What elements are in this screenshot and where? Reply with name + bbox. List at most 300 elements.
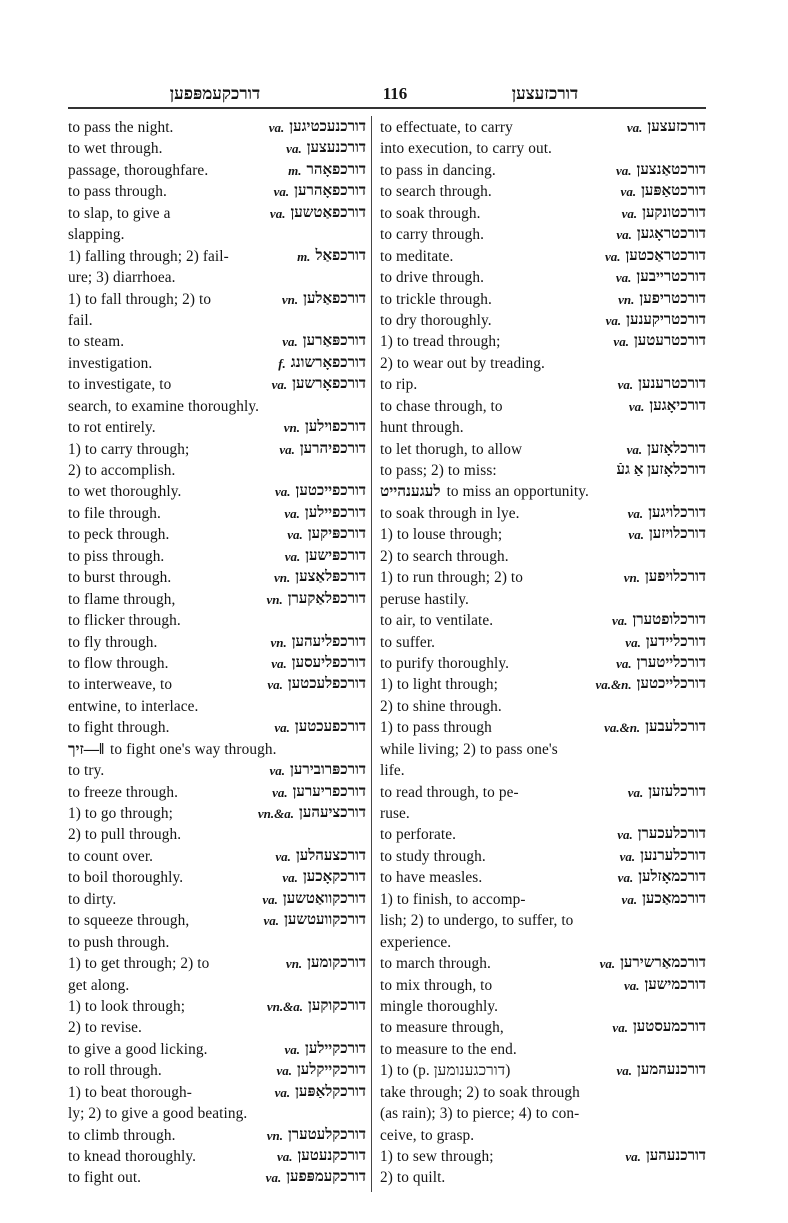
entry-left [68,567,171,588]
entry-headword-group [282,289,366,310]
entry-left [68,289,211,310]
entry-left [380,417,464,438]
entry-line [68,246,366,267]
entry-left [380,846,486,867]
entry-headword-group [267,996,366,1017]
entry-headword-group [620,846,706,867]
entry-left [68,653,169,674]
entry-left [380,481,589,502]
entry-line [68,1060,366,1081]
part-of-speech: f. [278,355,286,371]
part-of-speech: vn. [283,420,300,436]
part-of-speech: va. [274,1084,291,1100]
entry-line [380,653,706,674]
part-of-speech: va. [268,120,285,135]
english-definition: 2) to shine through. [380,697,502,715]
yiddish-headword: דורכפאָהר [306,161,366,178]
part-of-speech: va. [276,1149,293,1164]
entry-left [380,610,493,631]
english-definition: to flame through, [68,590,176,608]
english-definition: to freeze through. [68,783,179,801]
part-of-speech: va. [628,527,644,543]
part-of-speech: va. [628,398,645,414]
yiddish-headword: דורכקומען [307,955,366,972]
english-definition: to wet through. [68,140,163,158]
entry-line [380,889,706,910]
entry-headword-group [616,160,706,181]
part-of-speech: m. [297,248,311,264]
part-of-speech: va. [271,377,288,393]
english-definition: to have measles. [380,869,483,887]
yiddish-headword: דורכציעהען [299,805,366,821]
yiddish-headword: דורכפיהרען [299,440,366,457]
part-of-speech: va. [617,377,634,393]
yiddish-headword: דורכקוקען [308,997,366,1014]
entry-line [380,417,706,438]
entry-left [68,138,163,159]
entry-headword-group [616,224,706,245]
entry-headword-group [275,481,366,502]
part-of-speech: vn. [266,1127,283,1143]
entry-line [380,138,706,159]
entry-headword-group [267,674,366,695]
entry-left [68,589,175,610]
entry-line [380,1082,706,1103]
entry-left [68,1146,196,1167]
entry-left [68,160,208,181]
entry-left [380,739,558,760]
entry-left [68,846,153,867]
english-definition: fail. [68,311,93,329]
entry-headword-group [277,1146,366,1167]
entry-line [380,610,706,631]
entry-left [68,717,170,738]
entry-left [68,632,157,653]
entry-line [68,760,366,781]
entry-left [380,331,501,352]
part-of-speech: va. [284,1041,301,1057]
entry-headword-group [275,1082,366,1103]
yiddish-headword: דורכפוילען [304,419,366,436]
entry-left [380,953,491,974]
entry-line [380,824,706,845]
yiddish-headword: דורכפּרובירען [290,762,366,779]
english-definition: ly; 2) to give a good beating. [68,1105,248,1123]
entry-line [68,803,366,824]
entry-line [68,674,366,695]
entry-left [380,374,417,395]
yiddish-headword: דורכטאַנצען [636,161,706,178]
entry-headword-group [278,353,366,374]
entry-line [380,289,706,310]
english-definition: to miss an opportunity. [446,483,589,501]
english-definition: 1) falling through; 2) fail- [68,247,229,265]
yiddish-headword: דורכפּאַרען [302,333,366,350]
entry-headword-group [286,953,366,974]
entry-left [68,417,156,438]
yiddish-headword: דורכמאָזלען [638,869,706,886]
entry-left [68,481,181,502]
part-of-speech: m. [288,162,302,178]
part-of-speech: va. [265,1170,282,1186]
entry-left [380,1060,510,1081]
english-definition: to knead thoroughly. [68,1148,197,1165]
entry-left [380,717,492,738]
entry-headword-group [622,203,706,224]
english-definition: to study through. [380,847,486,865]
part-of-speech: vn. [281,291,299,307]
entry-headword-group [628,524,706,545]
yiddish-headword: דורכלויגען [648,504,706,521]
entry-headword-group [617,824,706,845]
part-of-speech: va. [620,184,637,200]
yiddish-headword: דורכטרעטען [633,333,706,350]
entry-line [380,310,706,331]
entry-left [380,889,526,910]
entry-left [68,546,164,567]
english-definition: to climb through. [68,1126,176,1144]
entry-left [68,1082,192,1103]
entry-left [380,310,492,331]
entry-left [68,1167,141,1188]
part-of-speech: va. [617,827,633,843]
yiddish-headword: דורכקלעטערן [287,1126,366,1143]
part-of-speech: va. [626,120,643,135]
entry-headword-group [270,760,367,781]
part-of-speech: vn. [270,634,287,650]
english-definition: 2) to search through. [380,547,509,565]
english-definition: to give a good licking. [68,1040,208,1058]
english-definition: lish; 2) to undergo, to suffer, to [380,912,574,930]
entry-line [68,1039,366,1060]
entry-line [68,353,366,374]
entry-line [68,138,366,159]
part-of-speech: va. [286,141,302,157]
column-divider [371,116,372,1192]
part-of-speech: va. [274,484,291,500]
entry-headword-group [625,1146,706,1167]
english-definition: to chase through, to [380,397,503,415]
yiddish-headword: דורכנעהען [645,1148,706,1164]
yiddish-headword: דורכנעצען [306,140,366,157]
entry-line [68,224,366,245]
yiddish-headword: דורכפּלאַצען [295,569,366,586]
header-last-word: דורכזעצען [511,84,579,103]
entry-line [380,846,706,867]
part-of-speech: vn. [274,570,291,586]
part-of-speech: va. [272,784,288,800]
english-definition: to fight one's way through. [110,740,277,758]
entry-line [68,160,366,181]
entry-headword-group [604,717,706,738]
part-of-speech: va. [287,527,303,543]
yiddish-headword: דורכפלעכטען [287,676,366,693]
english-definition: 1) to louse through; [380,526,503,544]
entry-left [380,996,498,1017]
entry-left [68,503,161,524]
yiddish-headword: דורכלופטערן [632,612,706,629]
yiddish-headword: דורכמישען [644,976,706,993]
entry-headword-group [271,653,366,674]
english-definition: to march through. [380,955,491,973]
entry-left [68,867,183,888]
entry-left [380,867,482,888]
part-of-speech: va. [611,613,628,629]
yiddish-headword: דורכטרייבען [636,269,706,286]
entry-left [380,460,497,481]
entry-line [68,739,366,760]
entry-line [68,889,366,910]
entry-line [68,267,366,288]
entry-headword-group [274,567,366,588]
entry-line [380,1146,706,1167]
english-definition: to perforate. [380,826,457,844]
entry-left [68,524,169,545]
yiddish-headword: דורכפאַל [315,247,366,264]
yiddish-headword: דורכלויפען [644,569,706,586]
entry-line [380,739,706,760]
entry-headword-group [628,782,706,803]
entry-left [380,589,469,610]
yiddish-headword: דורכטונקען [642,204,706,221]
part-of-speech: va. [279,441,295,457]
yiddish-headword: דורכקאָכען [302,869,366,886]
entry-headword-group [606,310,706,331]
entry-line [380,803,706,824]
entry-line [380,589,706,610]
english-definition: to interweave, to [68,676,173,694]
entry-line [380,546,706,567]
part-of-speech: va. [615,162,632,178]
entry-headword-group [616,267,706,288]
entry-left [68,1060,162,1081]
english-definition: to meditate. [380,247,454,265]
english-definition: to read through, to pe- [380,783,519,801]
entry-headword-group [612,610,706,631]
part-of-speech: va. [262,891,278,907]
entry-left [380,1103,579,1124]
yiddish-headword: דורכפאַלען [303,290,366,307]
english-definition: 1) to sew through; [380,1148,494,1165]
yiddish-headword: דורכפלאַקערן [287,590,366,607]
part-of-speech: va. [623,977,640,993]
entry-line [380,224,706,245]
entry-headword-group [284,417,366,438]
yiddish-headword: דורכטריפען [639,290,706,307]
entry-left [380,653,509,674]
entry-left [68,1017,142,1038]
yiddish-headword: דורכמאַרשירען [620,955,706,972]
entry-left [380,439,522,460]
entry-line [68,439,366,460]
entry-headword-group [274,181,366,202]
entry-left [380,975,492,996]
english-definition: investigation. [68,354,153,372]
entry-line [68,567,366,588]
part-of-speech: va. [625,1149,641,1164]
yiddish-headword: דורכפיילען [304,504,366,521]
entry-line [68,1146,366,1167]
part-of-speech: va. [625,634,641,650]
part-of-speech: va. [617,870,634,886]
yiddish-headword: דורכלייכטען [636,676,706,693]
entry-line [68,953,366,974]
entry-line [380,1017,706,1038]
header-rule [68,107,706,109]
english-definition: to mix through, to [380,976,493,994]
entry-left [68,353,152,374]
entry-headword-group [287,524,366,545]
entry-left [380,910,573,931]
part-of-speech: va. [271,655,287,671]
entry-headword-group [270,632,366,653]
entry-left [68,117,173,138]
yiddish-headword: דורכלויזען [648,526,706,543]
entry-left [380,632,435,653]
part-of-speech: va. [269,205,286,221]
entry-left [68,910,189,931]
entry-line [380,160,706,181]
entry-headword-group [627,117,706,138]
english-definition: to dirty. [68,890,117,908]
entry-headword-group [621,181,706,202]
entry-left [68,1125,176,1146]
part-of-speech: va. [627,505,644,521]
entry-line [380,996,706,1017]
entry-headword-group [617,460,706,481]
entry-headword-group [275,846,366,867]
yiddish-headword: דורכנעהמען [637,1062,706,1079]
entry-left [68,932,169,953]
yiddish-headword: דורכפּישען [305,547,366,564]
yiddish-headword: דורכטראַכטען [625,247,706,264]
english-definition: ceive, to grasp. [380,1126,475,1144]
entry-left [68,310,93,331]
english-definition: to boil thoroughly. [68,869,184,887]
part-of-speech: va. [269,763,286,779]
entry-left [68,203,171,224]
entry-line [380,953,706,974]
entry-line [68,696,366,717]
entry-left [380,1017,504,1038]
part-of-speech: vn. [623,570,640,586]
english-definition: to fight out. [68,1169,142,1187]
entry-line [68,910,366,931]
part-of-speech: va. [627,784,644,800]
part-of-speech: vn.&a. [266,998,304,1014]
english-definition: to investigate, to [68,376,172,394]
left-column [68,117,366,1189]
yiddish-headword: דורכקיילען [305,1040,366,1057]
part-of-speech: va. [616,227,632,243]
entry-headword-group [624,567,706,588]
english-definition: to dry thoroughly. [380,311,492,329]
entry-headword-group [266,589,366,610]
english-definition: hunt through. [380,419,464,437]
entry-headword-group [267,1125,366,1146]
yiddish-headword: דורכמאַכען [642,890,706,907]
yiddish-headword: דורכזעצען [647,119,706,135]
english-definition: peruse hastily. [380,590,469,608]
entry-line [68,975,366,996]
part-of-speech: va. [284,548,301,564]
entry-line [380,117,706,138]
yiddish-headword: דורכלערנען [640,847,706,864]
english-definition: to soak through. [380,204,481,222]
yiddish-headword: דורכפאָרשען [292,376,366,393]
entry-line [380,181,706,202]
entry-left [380,160,496,181]
entry-line [68,1017,366,1038]
english-definition: to fight through. [68,719,170,737]
entry-headword-group [613,331,706,352]
entry-line [68,824,366,845]
yiddish-headword: דורכקוועטשען [284,912,366,929]
part-of-speech: va. [599,956,616,972]
yiddish-headword: דורכטראָגען [636,226,706,243]
entry-headword-group [625,632,706,653]
entry-headword-group [285,546,366,567]
entry-left [380,760,405,781]
entry-line [380,267,706,288]
entry-left [68,1039,208,1060]
entry-left [68,1103,247,1124]
entry-left [380,503,520,524]
entry-line [68,289,366,310]
entry-line [68,867,366,888]
yiddish-headword: דורכלעבען [645,719,706,736]
yiddish-headword: דורכפאַטשען [290,204,366,221]
yiddish-headword: דורכטרענען [638,376,706,393]
entry-left [68,996,185,1017]
part-of-speech: va. [275,848,291,864]
english-definition: 1) to tread through; [380,333,501,351]
english-definition: 1) to run through; 2) to [380,569,524,587]
entry-left [68,696,198,717]
yiddish-headword: דורכפעכטען [294,719,366,736]
english-definition: to rip. [380,376,418,394]
english-definition: to roll through. [68,1062,162,1080]
english-definition: experience. [380,933,452,951]
english-definition: to push through. [68,933,170,951]
entry-line [380,460,706,481]
entry-left [68,396,259,417]
english-definition: to fly through. [68,633,158,651]
part-of-speech: va. [626,441,643,457]
entry-line [380,1060,706,1081]
english-definition: 1) to get through; 2) to [68,955,210,973]
english-definition: 1) to fall through; 2) to [68,290,212,308]
part-of-speech: va. [621,891,638,907]
entry-left [68,674,172,695]
english-definition: 2) to quilt. [380,1169,446,1187]
entry-line [380,481,706,502]
part-of-speech: va. [613,334,629,350]
entry-line [380,910,706,931]
entry-left [380,1039,517,1060]
entry-line [380,782,706,803]
english-definition: 1) to light through; [380,676,498,694]
entry-line [68,932,366,953]
entry-line [380,674,706,695]
english-definition: slapping. [68,226,125,244]
part-of-speech: va. [282,334,298,350]
entry-left [380,546,509,567]
entry-line [68,1125,366,1146]
entry-line [380,1039,706,1060]
entry-left [68,267,176,288]
english-definition: 1) to carry through; [68,440,190,458]
